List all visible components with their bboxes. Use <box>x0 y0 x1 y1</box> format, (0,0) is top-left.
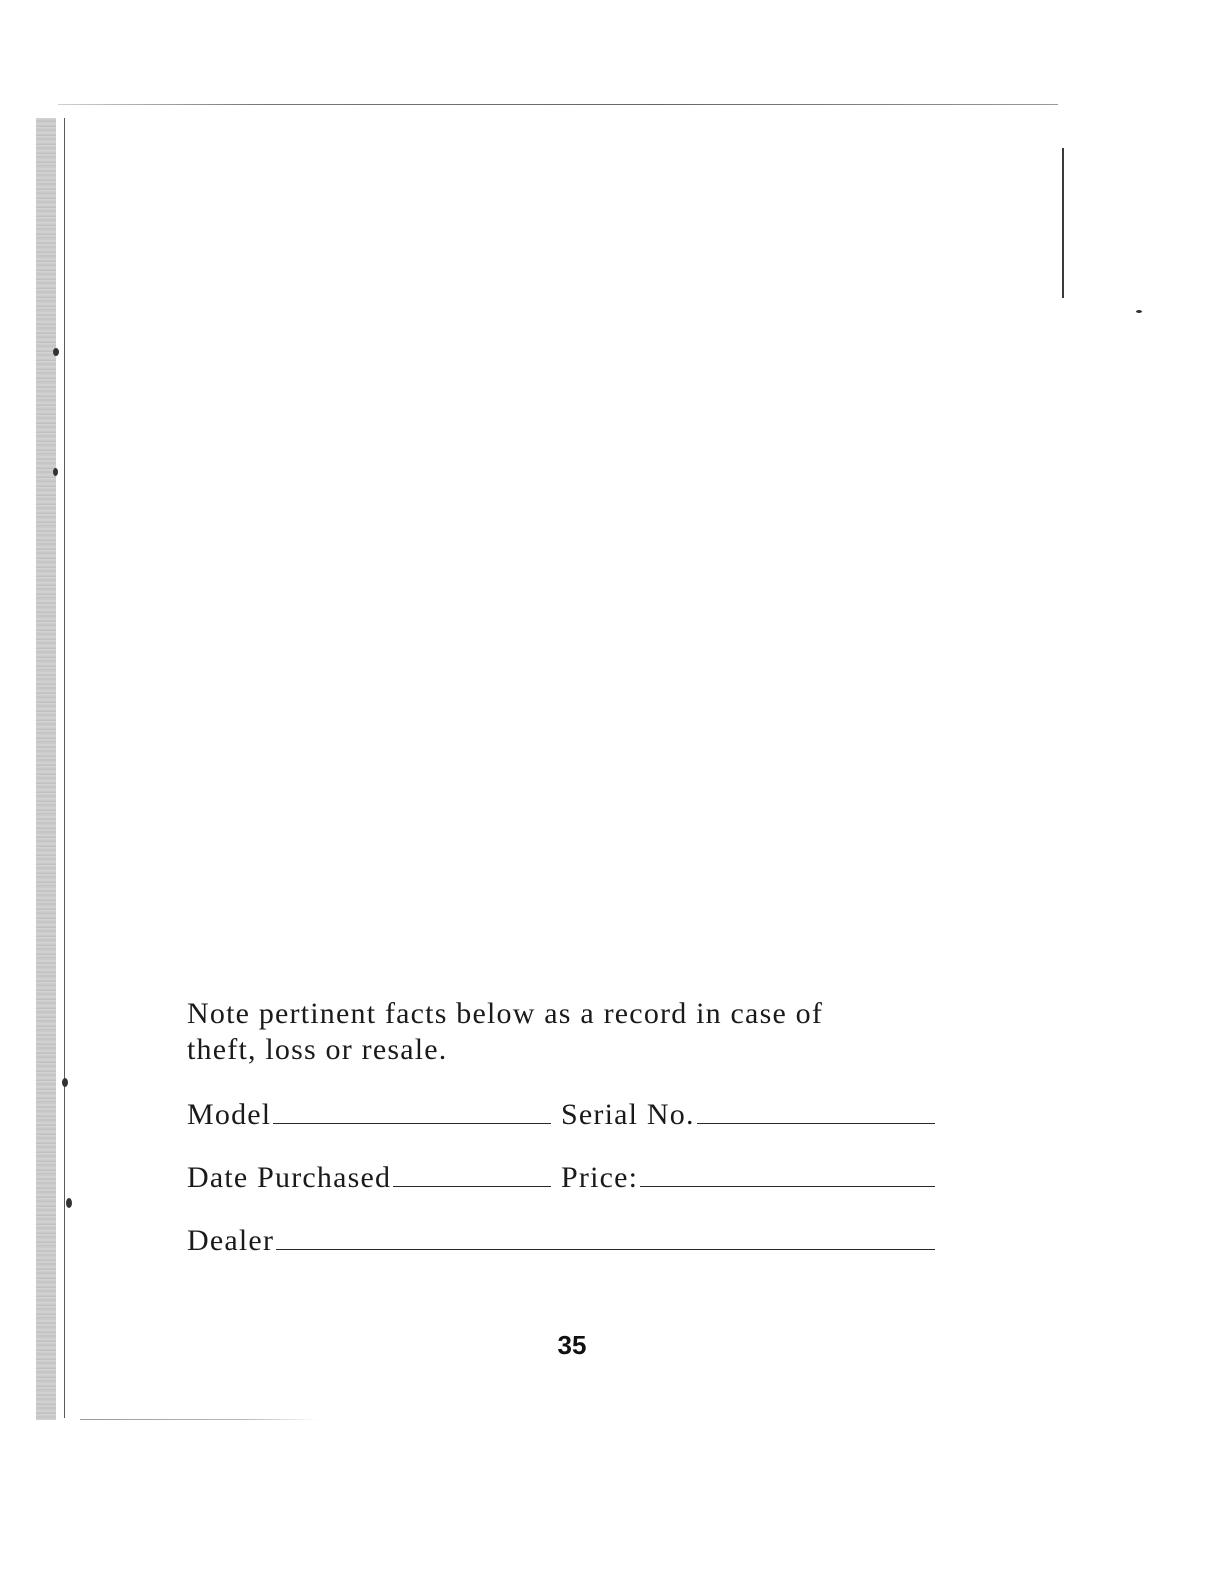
page-bottom-edge <box>80 1419 320 1420</box>
dealer-label: Dealer <box>187 1224 275 1257</box>
scan-speck <box>66 1198 72 1208</box>
record-section <box>187 996 947 1257</box>
model-field[interactable] <box>187 1096 551 1132</box>
serial-label: Serial No. <box>561 1098 695 1131</box>
serial-blank-line <box>697 1123 935 1124</box>
page-top-edge <box>58 104 1058 105</box>
date-purchased-field[interactable] <box>187 1159 551 1195</box>
right-edge-mark <box>1062 148 1064 298</box>
binding-line <box>64 118 65 1418</box>
scan-speck <box>53 348 59 356</box>
binding-shadow <box>36 118 56 1420</box>
form-row-dealer <box>187 1222 947 1262</box>
price-label: Price: <box>561 1161 639 1194</box>
scan-speck <box>53 468 58 476</box>
instruction-line-2: theft, loss or resale. <box>187 1033 448 1066</box>
model-label: Model <box>187 1098 272 1131</box>
model-blank-line <box>273 1123 551 1124</box>
serial-field[interactable] <box>561 1096 935 1132</box>
instruction-text <box>187 996 907 1068</box>
scan-speck <box>62 1078 68 1087</box>
dealer-blank-line <box>276 1249 935 1250</box>
page-number: 35 <box>557 1330 587 1360</box>
price-blank-line <box>640 1186 935 1187</box>
scan-speck <box>1136 310 1142 313</box>
form-row-date-price <box>187 1159 947 1199</box>
price-field[interactable] <box>561 1159 935 1195</box>
date-purchased-blank-line <box>393 1186 551 1187</box>
form-row-model-serial <box>187 1096 947 1136</box>
dealer-field[interactable] <box>187 1222 935 1258</box>
date-purchased-label: Date Purchased <box>187 1161 392 1194</box>
instruction-line-1: Note pertinent facts below as a record in case of <box>187 997 824 1030</box>
